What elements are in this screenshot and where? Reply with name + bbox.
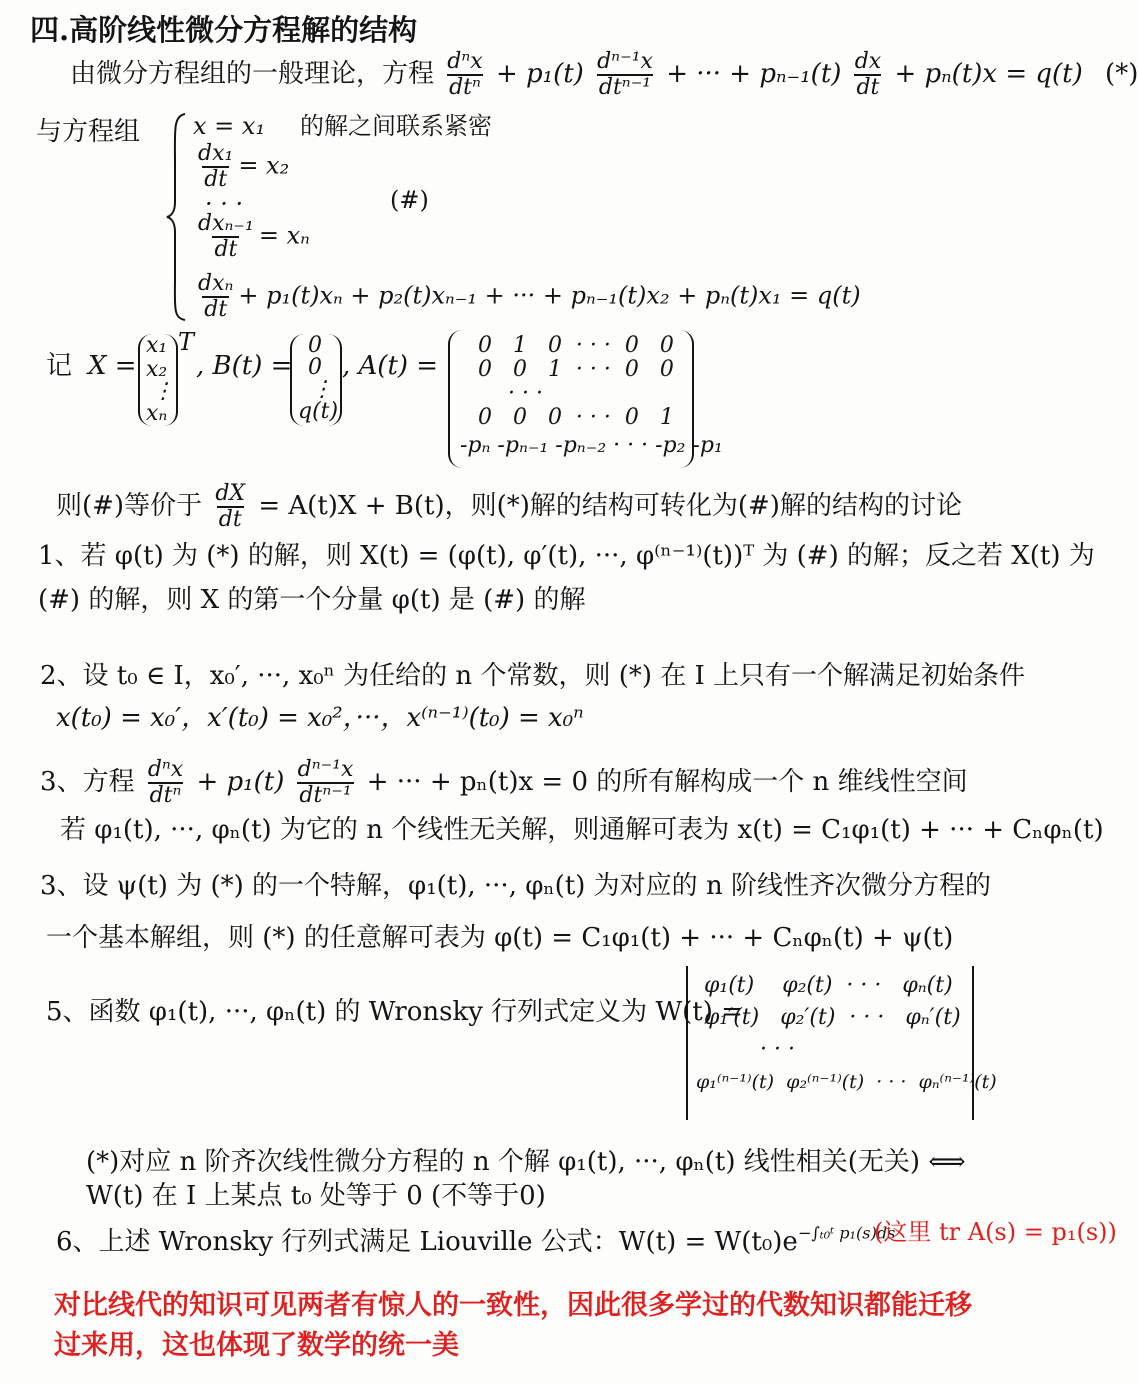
- item-2-line-1: 2、设 t₀ ∈ I，x₀′, ···, x₀ⁿ 为任给的 n 个常数，则 (*) 在 I 上只有一个解满足初始条件: [40, 661, 1026, 691]
- item-3-line-2: 若 φ₁(t), ···, φₙ(t) 为它的 n 个线性无关解，则通解可表为 x(t) = C₁φ₁(t) + ··· + Cₙφₙ(t): [60, 815, 1104, 845]
- matrix-b-entry: 0: [308, 333, 322, 358]
- item-5-line-2: (*)对应 n 阶齐次线性微分方程的 n 个解 φ₁(t), ···, φₙ(t) 线性相关(无关) ⟺: [86, 1147, 966, 1177]
- matrix-a-row: 0 1 0 · · · 0 0: [478, 333, 674, 358]
- wronsky-row: · · ·: [760, 1037, 795, 1062]
- item-4-line-2: 一个基本解组，则 (*) 的任意解可表为 φ(t) = C₁φ₁(t) + ··· + Cₙφₙ(t) + ψ(t): [46, 923, 954, 953]
- x-label: X =: [88, 351, 137, 381]
- system-eq-4: $\frac{\text{dxₙ}}{dt}$ + p₁(t)xₙ + p₂(t)xₙ₋₁ + ··· + pₙ₋₁(t)x₂ + pₙ(t)x₁ = q(t): [198, 271, 861, 322]
- matrix-a-row: 0 0 1 · · · 0 0: [478, 357, 674, 382]
- item-3-lead: 3、方程: [40, 767, 135, 797]
- frac-dnx-dtn: $\frac{\text{dⁿx}}{\text{dtⁿ}}$: [447, 49, 483, 100]
- item-2-line-2: x(t₀) = x₀′，x′(t₀) = x₀²，···，x⁽ⁿ⁻¹⁾(t₀) = x₀ⁿ: [56, 703, 584, 733]
- matrix-b-entry: ⋮: [311, 377, 333, 402]
- item-6-exponent: −∫ₜ₀ᵗ p₁(s)ds: [797, 1223, 896, 1243]
- defs-lead: 记: [46, 351, 73, 381]
- matrix-a-row: 0 0 0 · · · 0 1: [478, 405, 674, 430]
- item-6-line: [56, 1223, 896, 1258]
- item-1-line-1: 1、若 φ(t) 为 (*) 的解，则 X(t) = (φ(t), φ′(t), ···, φ⁽ⁿ⁻¹⁾(t))ᵀ 为 (#) 的解；反之若 X(t) 为: [38, 541, 1095, 571]
- wronsky-row: φ₁⁽ⁿ⁻¹⁾(t) φ₂⁽ⁿ⁻¹⁾(t) · · · φₙ⁽ⁿ⁻¹⁾(t): [696, 1071, 997, 1093]
- intro-line: [70, 50, 1138, 100]
- matrix-x-entry: x₁: [146, 333, 168, 358]
- intro-lead: 由微分方程组的一般理论，方程: [70, 59, 435, 89]
- frac-dn1x-dtn1: $\frac{\text{dⁿ⁻¹x}}{\text{dtⁿ⁻¹}}$: [597, 49, 653, 100]
- matrix-a-row: -pₙ -pₙ₋₁ -pₙ₋₂ · · · -p₂ -p₁: [460, 433, 723, 458]
- matrix-x-entry: xₙ: [146, 401, 168, 426]
- system-lead: 与方程组: [36, 117, 141, 147]
- matrix-a-row: · · ·: [508, 381, 543, 406]
- matrix-x: [138, 334, 178, 426]
- intro-term-3: + pₙ(t)x = q(t): [894, 59, 1083, 89]
- item-4-line-1: 3、设 ψ(t) 为 (*) 的一个特解，φ₁(t), ···, φₙ(t) 为对应的 n 阶线性齐次微分方程的: [40, 871, 991, 901]
- equivalence-rhs: = A(t)X + B(t)，则(*)解的结构可转化为(#)解的结构的讨论: [258, 491, 962, 521]
- item-3-line-1: 3、方程 $\frac{\text{dⁿx}}{\text{dtⁿ}}$ + p₁(t) $\frac{\text{dⁿ⁻¹x}}{\text{dtⁿ⁻¹}}$ + ··· + pₙ(t)x = 0 的所有解构成一个 n 维线性空间: [40, 757, 968, 808]
- system-eq-2: $\frac{\text{dx₁}}{dt}$ = x₂: [198, 141, 290, 192]
- item-5-line-1: 5、函数 φ₁(t), ···, φₙ(t) 的 Wronsky 行列式定义为 W(t) =: [46, 997, 743, 1027]
- system-relation: 的解之间联系紧密: [300, 112, 492, 140]
- conclusion-line-2: 过来用，这也体现了数学的统一美: [54, 1330, 459, 1361]
- wronsky-row: φ₁′(t) φ₂′(t) · · · φₙ′(t): [704, 1005, 961, 1030]
- equation-system: [165, 112, 861, 322]
- matrix-x-entry: x₂: [146, 357, 168, 382]
- conclusion-line-1: 对比线代的知识可见两者有惊人的一致性，因此很多学过的代数知识都能迁移: [54, 1290, 972, 1321]
- section-title: 四.高阶线性微分方程解的结构: [30, 13, 418, 47]
- system-dots: · · ·: [205, 190, 244, 218]
- item-3-mid: + p₁(t): [196, 767, 285, 797]
- item-1-line-2: (#) 的解，则 X 的第一个分量 φ(t) 是 (#) 的解: [38, 585, 586, 615]
- matrix-b-entry: q(t): [298, 399, 339, 424]
- intro-term-2: + ··· + pₙ₋₁(t): [666, 59, 842, 89]
- left-brace-icon: [165, 112, 187, 322]
- item-3-tail: + ··· + pₙ(t)x = 0 的所有解构成一个 n 维线性空间: [366, 767, 968, 797]
- system-eq-3: $\frac{\text{dxₙ₋₁}}{dt}$ = xₙ: [198, 211, 310, 262]
- matrix-x-entry: ⋮: [152, 379, 174, 404]
- system-label: (#): [390, 186, 429, 214]
- matrix-b-entry: 0: [308, 355, 322, 380]
- wronsky-row: φ₁(t) φ₂(t) · · · φₙ(t): [704, 973, 953, 998]
- system-eq-1: x = x₁: [193, 112, 266, 140]
- equivalence-lead: 则(#)等价于: [56, 491, 203, 521]
- matrix-a: [448, 330, 723, 468]
- frac-dX-dt: $\frac{dX}{dt}$: [215, 481, 246, 532]
- a-label: , A(t) =: [342, 351, 439, 381]
- item-6-note: (这里 tr A(s) = p₁(s)): [874, 1218, 1117, 1246]
- intro-term-1: + p₁(t): [495, 59, 584, 89]
- wronsky-determinant: [686, 966, 997, 1120]
- b-label: , B(t) =: [196, 351, 293, 381]
- item-6-formula: 6、上述 Wronsky 行列式满足 Liouville 公式：W(t) = W(t₀)e: [56, 1227, 798, 1257]
- item-5-line-3: W(t) 在 I 上某点 t₀ 处等于 0 (不等于0): [86, 1181, 546, 1211]
- equation-label-star: (*): [1105, 59, 1138, 89]
- frac-dx-dt: $\frac{dx}{dt}$: [854, 49, 882, 100]
- equivalence-line: [56, 482, 962, 532]
- matrix-b: [290, 334, 342, 426]
- transpose-mark: T: [178, 328, 195, 356]
